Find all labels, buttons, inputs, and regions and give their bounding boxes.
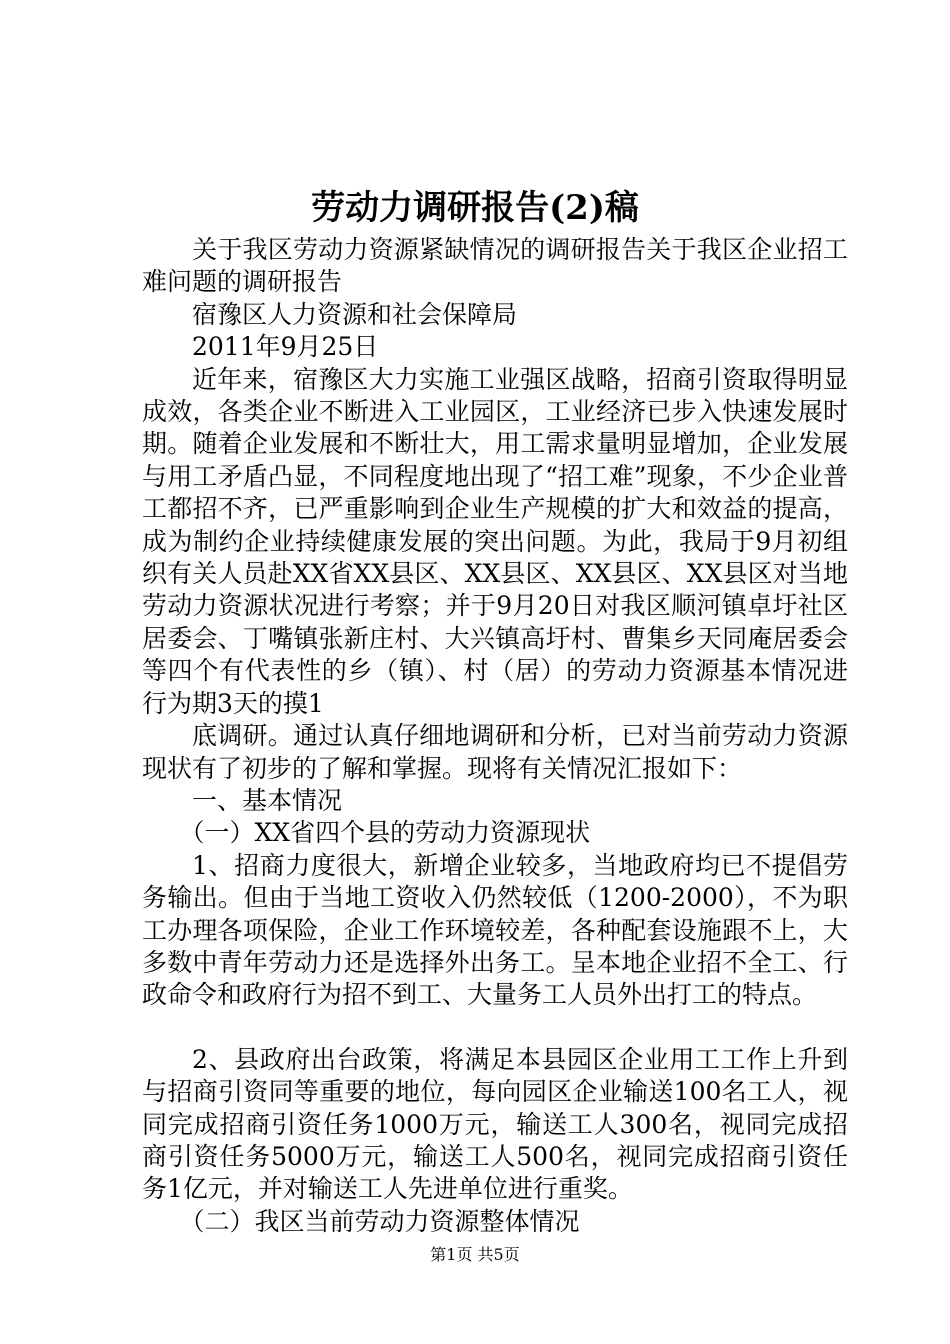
document-body: [142, 234, 848, 1238]
page-number-footer: 第1页 共5页: [430, 1245, 520, 1264]
subsection-heading-four-counties: （一）XX省四个县的劳动力资源现状: [179, 818, 591, 848]
document-title: 劳动力调研报告(2)稿: [311, 188, 639, 228]
subsection-heading-district-overall: （二）我区当前劳动力资源整体情况: [179, 1206, 580, 1236]
point-1-paragraph: 1、招商力度很大，新增企业较多，当地政府均已不提倡劳务输出。但由于当地工资收入仍然较低（1200-2000），不为职工办理各项保险，企业工作环境较差，各种配套设施跟不上，大多数中青年劳动力还是选择外出务工。呈本地企业招不全工、行政命令和政府行为招不到工、大量务工人员外出打工的特点。: [142, 850, 848, 1010]
intro-paragraph: 近年来，宿豫区大力实施工业强区战略，招商引资取得明显成效，各类企业不断进入工业园区，工业经济已步入快速发展时期。随着企业发展和不断壮大，用工需求量明显增加，企业发展与用工矛盾凸显，不同程度地出现了“招工难”现象，不少企业普工都招不齐，已严重影响到企业生产规模的扩大和效益的提高，成为制约企业持续健康发展的突出问题。为此，我局于9月初组织有关人员赴XX省XX县区、XX县区、XX县区、XX县区对当地劳动力资源状况进行考察；并于9月20日对我区顺河镇卓圩社区居委会、丁嘴镇张新庄村、大兴镇高圩村、曹集乡天同庵居委会等四个有代表性的乡（镇）、村（居）的劳动力资源基本情况进行为期3天的摸1: [142, 364, 848, 718]
report-subtitle-paragraph: 关于我区劳动力资源紧缺情况的调研报告关于我区企业招工难问题的调研报告: [142, 235, 848, 297]
report-date: 2011年9月25日: [192, 332, 379, 362]
section-heading-basic-situation: 一、基本情况: [192, 785, 343, 815]
issuing-department: 宿豫区人力资源和社会保障局: [192, 299, 518, 329]
point-2-paragraph: 2、县政府出台政策，将满足本县园区企业用工工作上升到与招商引资同等重要的地位，每向园区企业输送100名工人，视同完成招商引资任务1000万元，输送工人300名，视同完成招商引资任务5000万元，输送工人500名，视同完成招商引资任务1亿元，并对输送工人先进单位进行重奖。: [142, 1044, 848, 1204]
intro-continuation-paragraph: 底调研。通过认真仔细地调研和分析，已对当前劳动力资源现状有了初步的了解和掌握。现将有关情况汇报如下：: [142, 721, 848, 783]
